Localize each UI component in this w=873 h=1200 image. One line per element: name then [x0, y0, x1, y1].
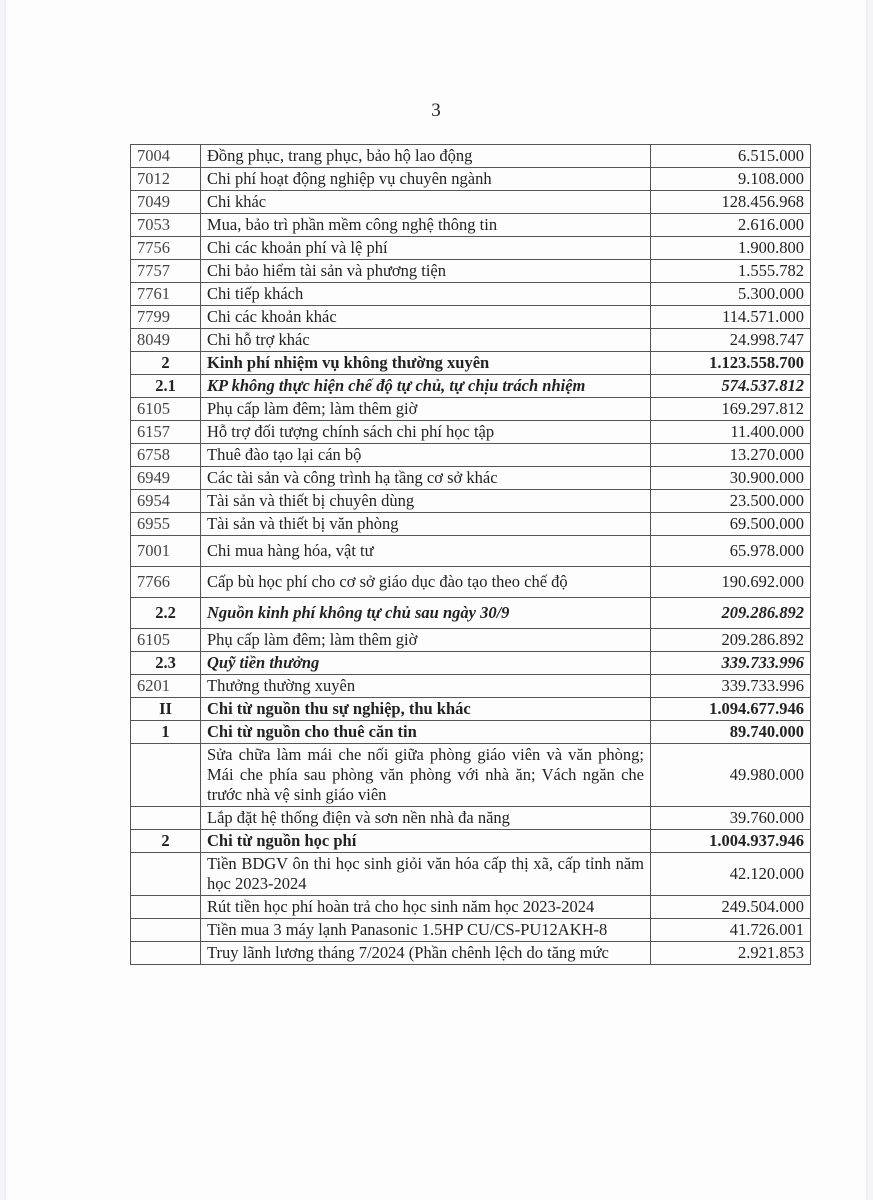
row-amount: 11.400.000	[651, 421, 811, 444]
page-number: 3	[431, 100, 441, 121]
table-row	[131, 919, 811, 942]
row-amount: 23.500.000	[651, 490, 811, 513]
row-amount: 169.297.812	[651, 398, 811, 421]
row-code: 2.1	[131, 375, 201, 398]
table-row	[131, 168, 811, 191]
budget-table-body	[131, 145, 811, 965]
row-code: 6105	[131, 398, 201, 421]
row-description: Chi từ nguồn thu sự nghiệp, thu khác	[201, 698, 651, 721]
row-description: Chi các khoản khác	[201, 306, 651, 329]
row-description: Phụ cấp làm đêm; làm thêm giờ	[201, 629, 651, 652]
row-description: Chi phí hoạt động nghiệp vụ chuyên ngành	[201, 168, 651, 191]
row-description: Chi khác	[201, 191, 651, 214]
table-row	[131, 214, 811, 237]
row-amount: 574.537.812	[651, 375, 811, 398]
row-amount: 190.692.000	[651, 567, 811, 598]
row-amount: 2.616.000	[651, 214, 811, 237]
row-amount: 209.286.892	[651, 598, 811, 629]
row-description: Chi tiếp khách	[201, 283, 651, 306]
row-description: KP không thực hiện chế độ tự chủ, tự chịu trách nhiệm	[201, 375, 651, 398]
row-code: II	[131, 698, 201, 721]
row-code: 7761	[131, 283, 201, 306]
row-description: Rút tiền học phí hoàn trả cho học sinh năm học 2023-2024	[201, 896, 651, 919]
row-description: Thuê đào tạo lại cán bộ	[201, 444, 651, 467]
row-code: 2.3	[131, 652, 201, 675]
row-code: 6758	[131, 444, 201, 467]
row-code: 7053	[131, 214, 201, 237]
row-code	[131, 744, 201, 807]
row-amount: 339.733.996	[651, 652, 811, 675]
row-code: 7004	[131, 145, 201, 168]
table-row	[131, 467, 811, 490]
row-amount: 1.004.937.946	[651, 830, 811, 853]
row-description: Mua, bảo trì phần mềm công nghệ thông tin	[201, 214, 651, 237]
row-code	[131, 853, 201, 896]
row-amount: 1.555.782	[651, 260, 811, 283]
row-code: 7012	[131, 168, 201, 191]
row-amount: 69.500.000	[651, 513, 811, 536]
row-description: Chi hỗ trợ khác	[201, 329, 651, 352]
row-code: 2	[131, 352, 201, 375]
row-description: Tài sản và thiết bị chuyên dùng	[201, 490, 651, 513]
table-row	[131, 536, 811, 567]
table-row	[131, 830, 811, 853]
table-row	[131, 652, 811, 675]
row-code	[131, 942, 201, 965]
table-row	[131, 942, 811, 965]
row-description: Chi từ nguồn học phí	[201, 830, 651, 853]
row-description: Kinh phí nhiệm vụ không thường xuyên	[201, 352, 651, 375]
row-code	[131, 807, 201, 830]
row-amount: 65.978.000	[651, 536, 811, 567]
table-row	[131, 260, 811, 283]
row-code: 7766	[131, 567, 201, 598]
row-amount: 128.456.968	[651, 191, 811, 214]
row-code: 1	[131, 721, 201, 744]
row-description: Đồng phục, trang phục, bảo hộ lao động	[201, 145, 651, 168]
row-code: 6157	[131, 421, 201, 444]
row-amount: 39.760.000	[651, 807, 811, 830]
row-description: Sửa chữa làm mái che nối giữa phòng giáo viên và văn phòng; Mái che phía sau phòng văn phòng với nhà ăn; Vách ngăn che trước nhà vệ sinh giáo viên	[201, 744, 651, 807]
row-description: Phụ cấp làm đêm; làm thêm giờ	[201, 398, 651, 421]
table-row	[131, 306, 811, 329]
row-code: 6201	[131, 675, 201, 698]
row-code: 7757	[131, 260, 201, 283]
row-amount: 42.120.000	[651, 853, 811, 896]
table-row	[131, 629, 811, 652]
row-description: Chi mua hàng hóa, vật tư	[201, 536, 651, 567]
row-amount: 13.270.000	[651, 444, 811, 467]
table-row	[131, 421, 811, 444]
row-amount: 2.921.853	[651, 942, 811, 965]
row-amount: 89.740.000	[651, 721, 811, 744]
table-row	[131, 598, 811, 629]
row-amount: 1.094.677.946	[651, 698, 811, 721]
table-row	[131, 853, 811, 896]
row-code: 7001	[131, 536, 201, 567]
row-description: Thưởng thường xuyên	[201, 675, 651, 698]
row-description: Tiền mua 3 máy lạnh Panasonic 1.5HP CU/CS-PU12AKH-8	[201, 919, 651, 942]
row-code: 6949	[131, 467, 201, 490]
row-description: Chi từ nguồn cho thuê căn tin	[201, 721, 651, 744]
row-description: Nguồn kinh phí không tự chủ sau ngày 30/9	[201, 598, 651, 629]
row-description: Chi bảo hiểm tài sản và phương tiện	[201, 260, 651, 283]
row-description: Các tài sản và công trình hạ tầng cơ sở khác	[201, 467, 651, 490]
table-row	[131, 352, 811, 375]
row-amount: 249.504.000	[651, 896, 811, 919]
row-code: 2.2	[131, 598, 201, 629]
table-row	[131, 721, 811, 744]
table-row	[131, 398, 811, 421]
row-amount: 6.515.000	[651, 145, 811, 168]
table-row	[131, 329, 811, 352]
table-row	[131, 698, 811, 721]
row-code	[131, 919, 201, 942]
document-page	[6, 0, 866, 1200]
table-row	[131, 490, 811, 513]
row-amount: 339.733.996	[651, 675, 811, 698]
table-row	[131, 191, 811, 214]
table-row	[131, 375, 811, 398]
table-row	[131, 444, 811, 467]
table-row	[131, 807, 811, 830]
row-code: 7799	[131, 306, 201, 329]
row-description: Cấp bù học phí cho cơ sở giáo dục đào tạo theo chế độ	[201, 567, 651, 598]
row-code: 6105	[131, 629, 201, 652]
table-row	[131, 237, 811, 260]
table-row	[131, 145, 811, 168]
row-description: Tài sản và thiết bị văn phòng	[201, 513, 651, 536]
row-amount: 9.108.000	[651, 168, 811, 191]
row-code: 8049	[131, 329, 201, 352]
row-description: Tiền BDGV ôn thi học sinh giỏi văn hóa cấp thị xã, cấp tỉnh năm học 2023-2024	[201, 853, 651, 896]
row-description: Quỹ tiền thưởng	[201, 652, 651, 675]
row-amount: 24.998.747	[651, 329, 811, 352]
budget-table	[130, 144, 811, 965]
table-row	[131, 567, 811, 598]
row-amount: 1.123.558.700	[651, 352, 811, 375]
table-row	[131, 675, 811, 698]
row-amount: 114.571.000	[651, 306, 811, 329]
table-row	[131, 744, 811, 807]
row-description: Truy lãnh lương tháng 7/2024 (Phần chênh lệch do tăng mức	[201, 942, 651, 965]
row-code: 6954	[131, 490, 201, 513]
row-amount: 209.286.892	[651, 629, 811, 652]
row-description: Chi các khoản phí và lệ phí	[201, 237, 651, 260]
row-code: 2	[131, 830, 201, 853]
row-description: Lắp đặt hệ thống điện và sơn nền nhà đa năng	[201, 807, 651, 830]
row-amount: 30.900.000	[651, 467, 811, 490]
table-row	[131, 513, 811, 536]
row-code: 7756	[131, 237, 201, 260]
row-amount: 41.726.001	[651, 919, 811, 942]
row-code: 6955	[131, 513, 201, 536]
table-row	[131, 283, 811, 306]
row-amount: 5.300.000	[651, 283, 811, 306]
row-code: 7049	[131, 191, 201, 214]
row-amount: 1.900.800	[651, 237, 811, 260]
row-code	[131, 896, 201, 919]
row-description: Hỗ trợ đối tượng chính sách chi phí học tập	[201, 421, 651, 444]
table-row	[131, 896, 811, 919]
row-amount: 49.980.000	[651, 744, 811, 807]
